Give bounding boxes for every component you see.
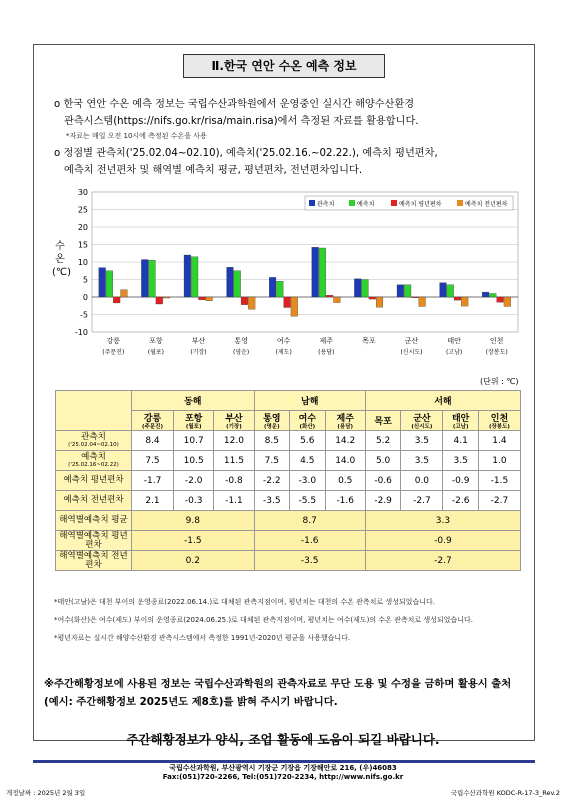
cell-prev: -2.6 <box>443 491 479 511</box>
station-name: 부산 <box>225 414 243 424</box>
x-tick-sublabel: (용담) <box>318 349 335 356</box>
row-label-pred <box>56 451 132 471</box>
bar-예측치 전년편차 <box>206 297 213 301</box>
avgprev-south: -3.5 <box>254 551 365 571</box>
bar-관측치 <box>99 268 106 297</box>
x-tick-sublabel: (영운) <box>232 349 250 356</box>
x-tick-label: 군산 <box>404 337 419 345</box>
cell-norm: -3.0 <box>290 471 326 491</box>
region-south: 남해 <box>254 391 365 411</box>
station-sub: (신시도) <box>411 424 433 430</box>
document-number: 국립수산과학원 KODC-R-17-3_Rev.2 <box>450 789 560 797</box>
station-sub: (용담) <box>337 424 354 430</box>
region-west: 서해 <box>365 391 520 411</box>
avgprev-east: 0.2 <box>132 551 255 571</box>
x-tick-label: 강릉 <box>106 337 121 345</box>
y-tick-label: 10 <box>77 258 88 267</box>
data-table <box>55 390 521 571</box>
cell-pred: 3.5 <box>401 451 443 471</box>
bar-예측치 <box>404 285 411 297</box>
cell-pred: 14.0 <box>325 451 365 471</box>
bar-예측치 평년편차 <box>156 297 163 304</box>
intro-line-2: 관측시스템(https://nifs.go.kr/risa/main.risa)에서 측정된 자료를 활용합니다. <box>64 116 419 127</box>
cell-obs: 8.5 <box>254 431 290 451</box>
x-tick-sublabel: (제도) <box>275 349 292 356</box>
unit-label: (단위 : ℃) <box>480 377 519 386</box>
station-name: 목포 <box>374 417 392 427</box>
avgnorm-west: -0.9 <box>365 531 520 551</box>
x-tick-label: 제주 <box>319 337 334 345</box>
cell-obs: 4.1 <box>443 431 479 451</box>
cell-obs: 14.2 <box>325 431 365 451</box>
footer <box>0 764 566 782</box>
cell-norm: -0.8 <box>214 471 254 491</box>
y-tick-label: 15 <box>77 240 88 250</box>
bar-예측치 <box>447 285 454 297</box>
station-header <box>365 411 401 431</box>
station-header <box>132 411 174 431</box>
bar-관측치 <box>184 255 191 297</box>
station-sub: (고남) <box>452 424 469 430</box>
cell-pred: 1.0 <box>478 451 520 471</box>
station-header <box>443 411 479 431</box>
bar-예측치 평년편차 <box>454 297 461 300</box>
station-name: 태안 <box>451 414 470 424</box>
cell-pred: 7.5 <box>132 451 174 471</box>
table-row <box>56 531 521 551</box>
footnote-1: *태안(고남)은 대천 부이의 운영종료(2022.06.14.)로 대체된 관측지점이며, 평년치는 대천의 수온 관측치로 생성되었습니다. <box>54 598 435 606</box>
table-corner <box>56 391 132 431</box>
row-label-avg: 해역별예측치 평균 <box>56 511 132 531</box>
avg-east: 9.8 <box>132 511 255 531</box>
station-line-1: o 정점별 관측치('25.02.04~02.10), 예측치('25.02.16.~02.22.), 예측치 평년편차, <box>54 148 438 159</box>
x-tick-label: 여수 <box>276 337 291 345</box>
footnote-2: *여수(화산)은 여수(제도) 부이의 운영종료(2024.06.25.)로 대체된 관측지점이며, 평년치는 여수(제도)의 수온 관측치로 생성되었습니다. <box>54 616 473 624</box>
cell-prev: -1.1 <box>214 491 254 511</box>
avgnorm-south: -1.6 <box>254 531 365 551</box>
temperature-chart <box>50 186 525 364</box>
station-line-2: 예측치 전년편차 및 해역별 예측치 평균, 평년편차, 전년편차입니다. <box>64 165 363 176</box>
bar-예측치 <box>319 248 326 297</box>
bar-예측치 평년편차 <box>284 297 291 308</box>
bar-관측치 <box>354 279 361 297</box>
bar-예측치 <box>489 294 496 298</box>
cell-obs: 1.4 <box>478 431 520 451</box>
bar-예측치 전년편차 <box>419 297 426 306</box>
bar-예측치 평년편차 <box>326 295 333 297</box>
row-label-norm: 예측치 평년편차 <box>56 471 132 491</box>
chart-svg <box>50 186 525 364</box>
x-tick-sublabel: (장봉도) <box>485 349 508 356</box>
station-header <box>254 411 290 431</box>
x-tick-sublabel: (기장) <box>190 349 207 356</box>
station-name: 통영 <box>263 414 281 424</box>
revision-date: 개정날짜 : 2025년 2월 3일 <box>6 789 86 797</box>
y-tick-label: -5 <box>80 310 88 320</box>
avgprev-west: -2.7 <box>365 551 520 571</box>
row-label-obs <box>56 431 132 451</box>
table-row <box>56 391 521 411</box>
legend-swatch <box>349 200 355 206</box>
cell-norm: -2.0 <box>174 471 214 491</box>
bar-예측치 평년편차 <box>113 297 120 303</box>
measurement-note: *자료는 매일 오전 10시에 측정된 수온을 사용 <box>66 132 207 140</box>
bar-예측치 전년편차 <box>291 297 298 316</box>
station-paragraph <box>54 145 524 179</box>
ylabel-char-2: 온 <box>55 254 65 265</box>
obs-label: 관측치 <box>81 432 106 442</box>
table-row <box>56 471 521 491</box>
station-header <box>478 411 520 431</box>
cell-prev: -5.5 <box>290 491 326 511</box>
bar-관측치 <box>227 267 234 297</box>
ylabel-char-3: (℃) <box>52 267 72 278</box>
y-tick-label: 25 <box>77 205 88 215</box>
cell-prev: -1.6 <box>325 491 365 511</box>
y-tick-label: 20 <box>77 223 88 232</box>
station-sub: (기장) <box>226 424 242 430</box>
y-tick-label: 30 <box>77 188 88 197</box>
x-tick-sublabel: (월포) <box>147 349 165 356</box>
y-tick-label: 5 <box>82 275 88 285</box>
x-tick-sublabel: (신시도) <box>400 349 423 356</box>
legend-swatch <box>457 200 463 206</box>
legend-label: 관측치 <box>317 201 335 208</box>
cell-prev: 2.1 <box>132 491 174 511</box>
ylabel-char-1: 수 <box>55 241 65 252</box>
bar-예측치 평년편차 <box>497 297 504 302</box>
bar-예측치 전년편차 <box>248 297 255 309</box>
station-name: 군산 <box>413 414 431 424</box>
bar-관측치 <box>397 285 404 297</box>
cell-norm: -2.2 <box>254 471 290 491</box>
cell-norm: -0.9 <box>443 471 479 491</box>
station-sub: (장봉도) <box>488 424 510 430</box>
x-tick-label: 부산 <box>191 337 206 345</box>
station-header <box>214 411 254 431</box>
row-label-prev: 예측치 전년편차 <box>56 491 132 511</box>
cell-prev: -2.7 <box>401 491 443 511</box>
cell-pred: 7.5 <box>254 451 290 471</box>
cell-norm: -0.6 <box>365 471 401 491</box>
cell-prev: -0.3 <box>174 491 214 511</box>
footer-address: 국립수산과학원, 부산광역시 기장군 기장읍 기장해안로 216, (우)46083 <box>169 764 397 772</box>
cell-obs: 10.7 <box>174 431 214 451</box>
station-name: 제주 <box>336 414 354 424</box>
bar-예측치 <box>276 281 283 297</box>
station-header <box>174 411 214 431</box>
intro-paragraph <box>54 96 524 130</box>
bar-관측치 <box>141 260 148 297</box>
bar-예측치 전년편차 <box>121 290 128 297</box>
copyright-notice: ※주간해황정보에 사용된 정보는 국립수산과학원의 관측자료로 무단 도용 및 수정을 금하며 활용시 출처(예시: 주간해황정보 2025년도 제8호)를 밝혀 주시기 바랍니다. <box>44 678 512 708</box>
cell-prev: -2.7 <box>478 491 520 511</box>
station-sub: (화산) <box>299 424 316 430</box>
cell-prev: -3.5 <box>254 491 290 511</box>
table-row <box>56 511 521 531</box>
bar-예측치 전년편차 <box>376 297 383 307</box>
bar-예측치 <box>234 271 241 297</box>
bar-예측치 평년편차 <box>369 297 376 299</box>
cell-pred: 3.5 <box>443 451 479 471</box>
station-sub: (영운) <box>263 424 280 430</box>
avgnorm-east: -1.5 <box>132 531 255 551</box>
table-row <box>56 551 521 571</box>
legend-label: 예측치 전년편차 <box>465 201 508 208</box>
station-header <box>325 411 365 431</box>
legend-label: 예측치 평년편차 <box>399 201 442 208</box>
bar-예측치 <box>191 257 198 297</box>
bar-예측치 평년편차 <box>199 297 206 300</box>
cell-pred: 4.5 <box>290 451 326 471</box>
cell-norm: 0.5 <box>325 471 365 491</box>
x-tick-sublabel: (주문진) <box>102 349 125 356</box>
bar-예측치 평년편차 <box>412 297 419 298</box>
obs-period: ('25.02.04~02.10) <box>68 442 119 448</box>
cell-prev: -2.9 <box>365 491 401 511</box>
table-row <box>56 451 521 471</box>
x-tick-label: 통영 <box>234 337 248 345</box>
footer-divider <box>33 760 535 763</box>
cell-obs: 5.2 <box>365 431 401 451</box>
bar-예측치 <box>149 260 156 297</box>
x-tick-label: 목포 <box>362 337 376 345</box>
legend-label: 예측치 <box>357 201 375 208</box>
station-name: 여수 <box>298 414 317 424</box>
y-tick-label: -10 <box>74 328 88 337</box>
x-tick-label: 포항 <box>149 337 163 345</box>
station-sub: (월포) <box>185 424 202 430</box>
pred-period: ('25.02.16~02.22) <box>68 462 119 468</box>
row-label-avgnorm: 해역별예측치 평년편차 <box>56 531 132 551</box>
bar-예측치 전년편차 <box>334 297 341 303</box>
cell-pred: 5.0 <box>365 451 401 471</box>
cell-obs: 5.6 <box>290 431 326 451</box>
station-name: 강릉 <box>143 414 162 424</box>
cell-pred: 11.5 <box>214 451 254 471</box>
row-label-avgprev: 해역별예측치 전년편차 <box>56 551 132 571</box>
legend-swatch <box>391 200 397 206</box>
cell-norm: -1.5 <box>478 471 520 491</box>
station-name: 인천 <box>490 414 509 424</box>
cell-norm: -1.7 <box>132 471 174 491</box>
x-tick-label: 인천 <box>489 337 504 345</box>
bar-예측치 평년편차 <box>241 297 248 305</box>
cell-obs: 3.5 <box>401 431 443 451</box>
bar-관측치 <box>482 292 489 297</box>
bar-예측치 <box>362 280 369 298</box>
footer-contact: Fax:(051)720-2266, Tel:(051)720-2234, http://www.nifs.go.kr <box>162 773 404 781</box>
station-sub: (주문진) <box>142 424 163 430</box>
table-row <box>56 431 521 451</box>
legend-swatch <box>309 200 315 206</box>
intro-line-1: o 한국 연안 수온 예측 정보는 국립수산과학원에서 운영중인 실시간 해양수산환경 <box>54 99 415 110</box>
cell-pred: 10.5 <box>174 451 214 471</box>
bar-관측치 <box>440 283 447 297</box>
pred-label: 예측치 <box>81 452 106 462</box>
station-header <box>401 411 443 431</box>
footnote-3: *평년자료는 실시간 해양수산환경 관측시스템에서 측정한 1991년-2020년 평균을 사용했습니다. <box>54 634 351 642</box>
section-title: Ⅱ.한국 연안 수온 예측 정보 <box>183 54 385 78</box>
cell-obs: 8.4 <box>132 431 174 451</box>
bar-예측치 전년편차 <box>504 297 511 306</box>
x-tick-label: 태안 <box>447 337 461 345</box>
station-header <box>290 411 326 431</box>
bar-예측치 전년편차 <box>461 297 468 306</box>
cell-norm: 0.0 <box>401 471 443 491</box>
region-east: 동해 <box>132 391 255 411</box>
bar-관측치 <box>312 247 319 297</box>
bar-예측치 <box>106 271 113 297</box>
cell-obs: 12.0 <box>214 431 254 451</box>
y-tick-label: 0 <box>82 293 88 302</box>
bar-예측치 전년편차 <box>163 297 170 298</box>
station-name: 포항 <box>184 414 203 424</box>
slogan: 주간해황정보가 양식, 조업 활동에 도움이 되길 바랍니다. <box>126 732 440 747</box>
avg-south: 8.7 <box>254 511 365 531</box>
x-tick-sublabel: (고남) <box>445 349 463 356</box>
avg-west: 3.3 <box>365 511 520 531</box>
table-row <box>56 491 521 511</box>
bar-관측치 <box>269 277 276 297</box>
